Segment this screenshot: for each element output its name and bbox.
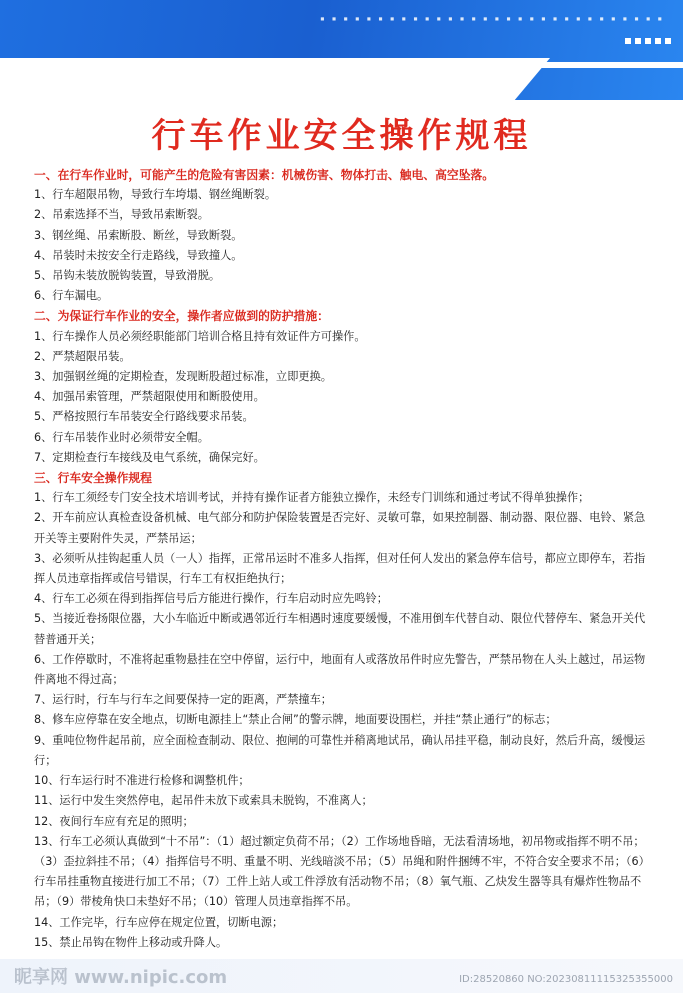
banner-dot-pattern: ▪ ▪ ▪ ▪ ▪ ▪ ▪ ▪ ▪ ▪ ▪ ▪ ▪ ▪ ▪ ▪ ▪ ▪ ▪ ▪ ▪ ▪ ▪ ▪ ▪ ▪ ▪ ▪ ▪ ▪ [320,14,664,23]
section2-item: 6、行车吊装作业时必须带安全帽。 [34,430,209,444]
section3-item: 3、必须听从挂钩起重人员（一人）指挥，正常吊运时不准多人指挥，但对任何人发出的紧急停车信号，都应立即停车，若指挥人员违章指挥或信号错误，行车工有权拒绝执行； [34,551,646,586]
section1-heading: 一、在行车作业时，可能产生的危险有害因素：机械伤害、物体打击、触电、高空坠落。 [34,168,495,182]
section3-item: 6、工作停歇时，不准将起重物悬挂在空中停留，运行中，地面有人或落放吊件时应先警告，严禁吊物在人头上越过，吊运物件离地不得过高； [34,652,646,687]
banner-dot-pattern-2: ▪ ▪ ▪ ▪ ▪ ▪ ▪ ▪ ▪ ▪ ▪ ▪ ▪ ▪ ▪ ▪ ▪ [500,60,681,78]
section2-item: 1、行车操作人员必须经职能部门培训合格且持有效证件方可操作。 [34,329,366,343]
section3-item: 10、行车运行时不准进行检修和调整机件； [34,774,250,788]
section3-item: 13、行车工必须认真做到“十不吊”：（1）超过额定负荷不吊；（2）工作场地昏暗，无法看清场地，初吊物或指挥不明不吊；（3）歪拉斜挂不吊；（4）指挥信号不明、重量不明、光线暗淡不吊；（5）吊绳和附件捆缚不牢，不符合安全要求不吊；（6）行车吊挂重物直接进行加工不吊；（7）工件上站人或工件浮放有活动物不吊；（8）氧气瓶、乙炔发生器等具有爆炸性物品不吊；（9）带棱角快口未垫好不吊；（10）管理人员违章指挥不吊。 [34,834,645,909]
section3-item: 1、行车工须经专门安全技术培训考试，并持有操作证者方能独立操作，未经专门训练和通过考试不得单独操作； [34,491,590,505]
section3-heading: 三、行车安全操作规程 [34,471,152,486]
page-title: 行车作业安全操作规程 [151,116,532,156]
section2-item: 5、严格按照行车吊装安全行路线要求吊装。 [34,410,254,424]
section2-heading: 二、为保证行车作业的安全，操作者应做到的防护措施： [34,309,329,324]
section2-item: 3、加强钢丝绳的定期检查，发现断股超过标准，立即更换。 [34,370,332,384]
section1-item: 3、钢丝绳、吊索断股、断丝，导致断裂。 [34,228,243,242]
section3-item: 12、夜间行车应有充足的照明； [34,814,194,828]
section3-item: 2、开车前应认真检查设备机械、电气部分和防护保险装置是否完好、灵敏可靠，如果控制器、制动器、限位器、电铃、紧急开关等主要附件失灵，严禁吊运； [34,511,646,545]
section2-item: 2、严禁超限吊装。 [34,349,131,363]
banner-squares [625,38,671,44]
section2-item: 7、定期检查行车接线及电气系统，确保完好。 [34,450,265,464]
footer-strip [0,959,683,993]
section3-item: 5、当接近卷扬限位器，大小车临近中断或遇邻近行车相遇时速度要缓慢，不准用倒车代替自动、限位代替停车、紧急开关代替普通开关； [34,612,646,646]
section3-item: 4、行车工必须在得到指挥信号后方能进行操作，行车启动时应先鸣铃； [34,592,388,606]
header-banner [0,0,683,100]
document-body [34,165,649,953]
section3-item: 14、工作完毕，行车应停在规定位置，切断电源； [34,915,284,929]
section3-item: 15、禁止吊钩在物件上移动或升降人。 [34,935,228,949]
watermark-logo: 昵享网 www.nipic.com [14,967,228,988]
section2-item: 4、加强吊索管理，严禁超限使用和断股使用。 [34,390,265,404]
section3-item: 9、重吨位物件起吊前，应全面检查制动、限位、抱闸的可靠性并稍离地试吊，确认吊挂平稳，制动良好，然后升高，缓慢运行； [34,733,646,767]
section1-item: 6、行车漏电。 [34,289,109,303]
section1-item: 4、吊装时未按安全行走路线，导致撞人。 [34,248,243,262]
watermark-id: ID:28520860 NO:20230811115325355000 [459,974,673,985]
section3-item: 7、运行时，行车与行车之间要保持一定的距离，严禁撞车； [34,693,332,707]
section3-item: 8、修车应停靠在安全地点，切断电源挂上“禁止合闸”的警示牌，地面要设围栏，并挂“禁止通行”的标志； [34,713,557,727]
section3-item: 11、运行中发生突然停电，起吊件未放下或索具未脱钩，不准离人； [34,794,373,808]
section1-item: 1、行车超限吊物，导致行车垮塌、钢丝绳断裂。 [34,188,277,202]
section1-item: 5、吊钩未装放脱钩装置，导致滑脱。 [34,269,221,283]
section1-item: 2、吊索选择不当，导致吊索断裂。 [34,208,209,222]
